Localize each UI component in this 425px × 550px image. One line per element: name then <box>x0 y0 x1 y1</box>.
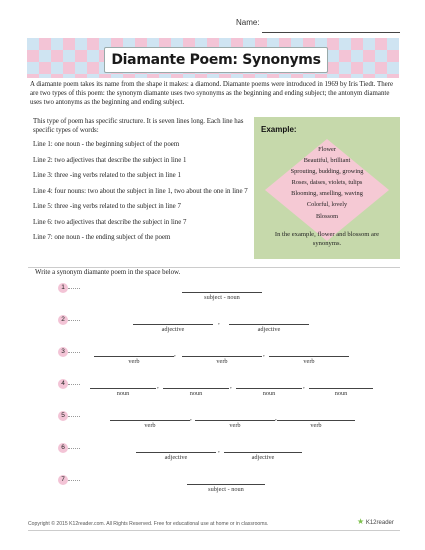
blank-label: subject - noun <box>204 294 240 301</box>
answer-blank[interactable] <box>110 420 190 421</box>
blank-label: noun <box>262 390 276 397</box>
poem-line: Beautiful, brilliant <box>303 157 351 165</box>
dotted-leader <box>68 448 80 449</box>
blank-label: verb <box>303 358 315 365</box>
answer-blank[interactable] <box>136 452 216 453</box>
comma: , <box>303 382 305 390</box>
answer-blank[interactable] <box>309 388 373 389</box>
blank-label: adjective <box>164 454 188 461</box>
worksheet-row-1 <box>0 283 425 305</box>
worksheet-row-4 <box>0 379 425 401</box>
comma: , <box>218 318 220 326</box>
line-number: 2 <box>58 315 68 325</box>
answer-blank[interactable] <box>182 356 262 357</box>
blank-label: noun <box>334 390 348 397</box>
structure-line: Line 7: one noun - the ending subject of the poem <box>33 234 171 241</box>
dotted-leader <box>68 320 80 321</box>
structure-line: Line 5: three -ing verbs related to the subject in line 7 <box>33 203 181 210</box>
comma: , <box>275 414 277 422</box>
blank-label: verb <box>216 358 228 365</box>
logo-text: K12reader <box>365 520 394 526</box>
poem-line: Sprouting, budding, growing <box>290 168 364 176</box>
line-number: 3 <box>58 347 68 357</box>
structure-line: Line 6: two adjectives that describe the subject in line 7 <box>33 218 187 226</box>
dotted-leader <box>68 352 80 353</box>
structure-section <box>33 117 251 249</box>
example-label: Example: <box>261 125 297 134</box>
dotted-leader <box>68 416 80 417</box>
line-number: 1 <box>58 283 68 293</box>
copyright-text: Copyright © 2015 K12reader.com. All Rights Reserved. Free for educational use at home or in classrooms. <box>28 521 269 527</box>
worksheet-row-7 <box>0 475 425 497</box>
comma: , <box>190 414 192 422</box>
comma: , <box>218 446 220 454</box>
footer-rule <box>28 530 400 531</box>
comma: , <box>174 350 176 358</box>
blank-label: subject - noun <box>208 486 244 493</box>
star-icon: ★ <box>357 517 365 526</box>
line-number: 4 <box>58 379 68 389</box>
blank-label: noun <box>116 390 130 397</box>
answer-blank[interactable] <box>277 420 355 421</box>
answer-blank[interactable] <box>182 292 262 293</box>
blank-label: verb <box>128 358 140 365</box>
structure-line: Line 2: two adjectives that describe the subject in line 1 <box>33 156 187 164</box>
blank-label: adjective <box>251 454 275 461</box>
brand-logo <box>357 517 394 526</box>
poem-line: Roses, daises, violets, tulips <box>291 179 363 187</box>
intro-paragraph: A diamante poem takes its name from the shape it makes: a diamond. Diamante poems were introduced in 1969 by Iris Tiedt. There are two types of this poem: the synonym diamante uses two synonyms as the beginning and ending subject; the antonym diamante uses two antonyms as the beginning and ending subject. <box>30 81 394 106</box>
answer-blank[interactable] <box>90 388 156 389</box>
name-label: Name: <box>236 18 260 27</box>
structure-line: Line 1: one noun - the beginning subject of the poem <box>33 141 180 148</box>
answer-blank[interactable] <box>236 388 302 389</box>
line-number: 5 <box>58 411 68 421</box>
poem-line: Blossom <box>315 212 339 220</box>
blank-label: verb <box>229 422 241 429</box>
comma: , <box>230 382 232 390</box>
poem-line: Flower <box>318 146 336 153</box>
structure-intro: This type of poem has specific structure. It is seven lines long. Each line has specific types of words: <box>33 118 244 134</box>
answer-blank[interactable] <box>163 388 229 389</box>
comma: , <box>263 350 265 358</box>
worksheet-row-5 <box>0 411 425 433</box>
section-divider <box>28 267 400 268</box>
worksheet-row-3 <box>0 347 425 369</box>
answer-blank[interactable] <box>224 452 302 453</box>
answer-blank[interactable] <box>195 420 275 421</box>
answer-blank[interactable] <box>187 484 265 485</box>
page-title: Diamante Poem: Synonyms <box>111 52 321 68</box>
blank-label: noun <box>189 390 203 397</box>
answer-blank[interactable] <box>133 324 213 325</box>
dotted-leader <box>68 384 80 385</box>
line-number: 6 <box>58 443 68 453</box>
comma: , <box>157 382 159 390</box>
answer-blank[interactable] <box>94 356 174 357</box>
dotted-leader <box>68 480 80 481</box>
answer-blank[interactable] <box>229 324 309 325</box>
instruction: Write a synonym diamante poem in the space below. <box>35 269 181 276</box>
poem-line: Colorful, lovely <box>306 201 348 209</box>
answer-blank[interactable] <box>269 356 349 357</box>
blank-label: adjective <box>257 326 281 333</box>
example-poem <box>254 144 400 222</box>
blank-label: verb <box>144 422 156 429</box>
name-field[interactable] <box>262 32 400 33</box>
line-number: 7 <box>58 475 68 485</box>
blank-label: verb <box>310 422 322 429</box>
dotted-leader <box>68 288 80 289</box>
example-box <box>254 117 400 259</box>
structure-line: Line 3: three -ing verbs related to the subject in line 1 <box>33 172 181 179</box>
title-box <box>104 47 328 73</box>
example-note: In the example, flower and blossom are synonyms. <box>274 231 380 247</box>
blank-label: adjective <box>161 326 185 333</box>
worksheet-row-6 <box>0 443 425 465</box>
poem-line: Blooming, smelling, waving <box>291 190 363 198</box>
structure-line: Line 4: four nouns: two about the subject in line 1, two about the one in line 7 <box>33 187 248 195</box>
worksheet-row-2 <box>0 315 425 337</box>
